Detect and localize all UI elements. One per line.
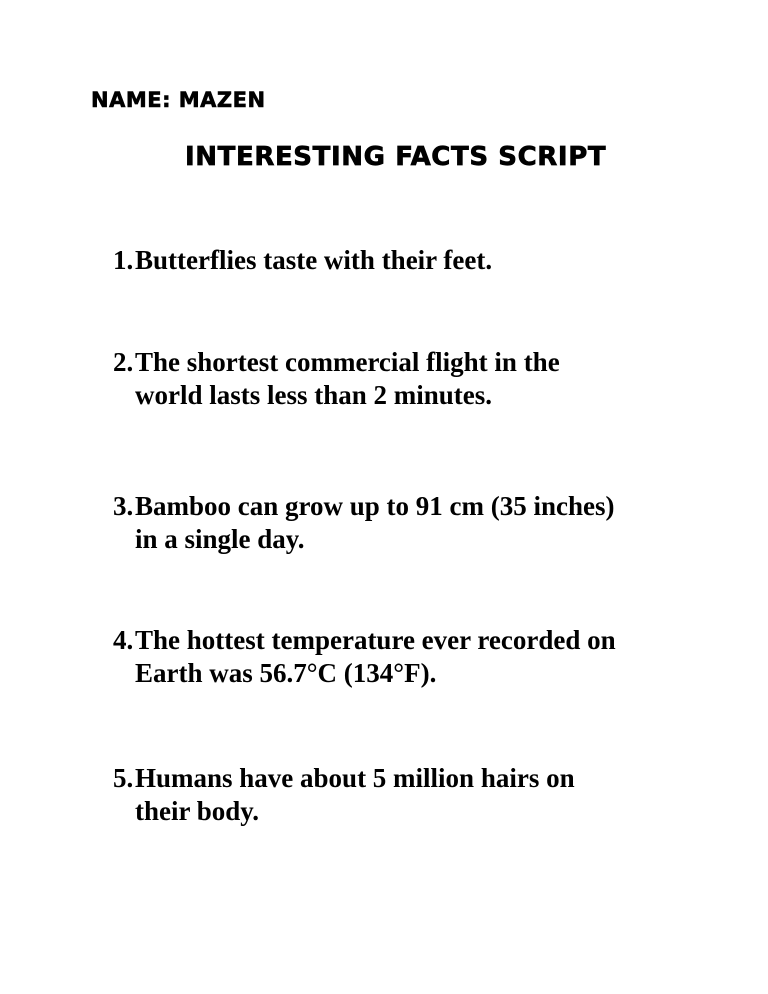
- fact-text-continued: Earth was 56.7°C (134°F).: [135, 658, 437, 688]
- student-name: NAME: MAZEN: [91, 88, 266, 112]
- fact-number: 4.: [113, 625, 134, 655]
- fact-text-continued: their body.: [135, 796, 260, 826]
- fact-text-continued: world lasts less than 2 minutes.: [135, 380, 493, 410]
- fact-item-5: [113, 762, 713, 828]
- fact-number: 2.: [113, 347, 134, 377]
- fact-text-continued: in a single day.: [135, 524, 305, 554]
- fact-number: 5.: [113, 763, 134, 793]
- fact-text: The hottest temperature ever recorded on: [135, 625, 616, 655]
- document-title: INTERESTING FACTS SCRIPT: [185, 142, 607, 172]
- fact-text: Humans have about 5 million hairs on: [135, 763, 575, 793]
- fact-item-2: [113, 346, 713, 412]
- fact-item-1: [113, 244, 713, 277]
- fact-item-4: [113, 624, 713, 690]
- fact-item-3: [113, 490, 713, 556]
- fact-number: 3.: [113, 491, 134, 521]
- fact-text: Bamboo can grow up to 91 cm (35 inches): [135, 491, 615, 521]
- fact-text: The shortest commercial flight in the: [135, 347, 560, 377]
- fact-number: 1.: [113, 245, 134, 275]
- fact-text: Butterflies taste with their feet.: [135, 245, 493, 275]
